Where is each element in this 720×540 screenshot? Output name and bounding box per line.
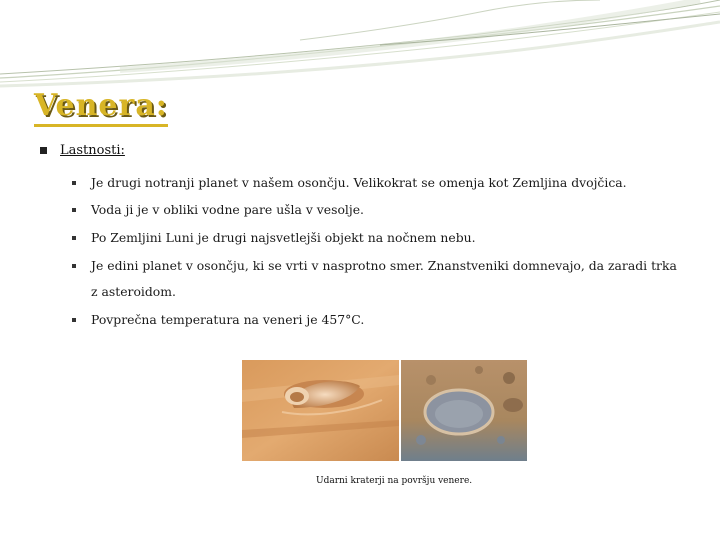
section-label: Lastnosti: <box>60 143 125 158</box>
bullet-icon <box>72 318 76 322</box>
bullet-icon <box>72 236 76 240</box>
list-item-text: Je drugi notranji planet v našem osončju. Velikokrat se omenja kot Zemljina dvojčica. <box>91 175 627 190</box>
crater-photo-left <box>242 360 399 461</box>
list-item <box>72 170 682 196</box>
decorative-waves <box>0 0 720 90</box>
list-item-text: Voda ji je v obliki vodne pare ušla v vesolje. <box>91 202 364 217</box>
page-title: Venera: <box>34 88 168 123</box>
list-item <box>72 253 682 305</box>
list-item-text: Po Zemljini Luni je drugi najsvetlejši objekt na nočnem nebu. <box>91 230 476 245</box>
image-caption: Udarni kraterji na površju venere. <box>316 476 473 486</box>
list-item-text: Povprečna temperatura na veneri je 457°C. <box>91 312 365 327</box>
title-underline <box>34 124 168 127</box>
list-item <box>72 225 682 251</box>
section-heading <box>40 143 125 158</box>
bullet-icon <box>72 208 76 212</box>
bullet-icon <box>72 181 76 185</box>
square-bullet-icon <box>40 147 47 154</box>
list-item <box>72 197 682 223</box>
list-item-text: Je edini planet v osončju, ki se vrti v nasprotno smer. Znanstveniki domnevajo, da zaradi trka z asteroidom. <box>91 258 677 299</box>
crater-photo-right <box>401 360 527 461</box>
bullet-icon <box>72 264 76 268</box>
list-item <box>72 307 682 333</box>
